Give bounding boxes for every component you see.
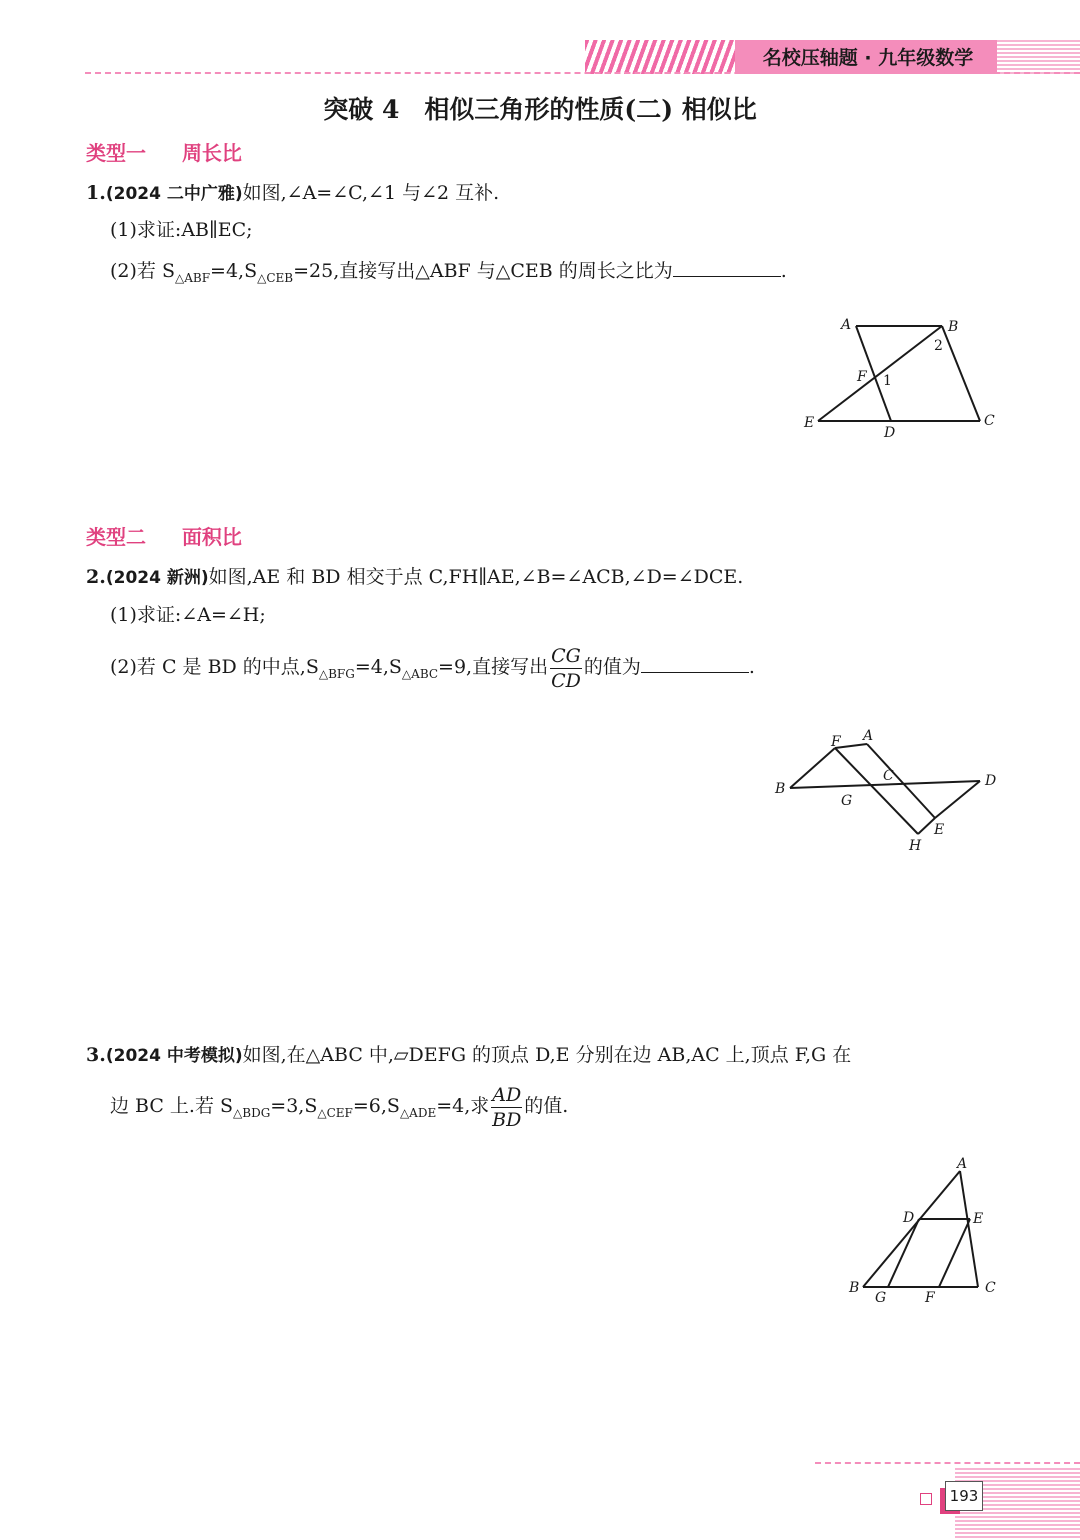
section-type-label: 类型一 <box>86 141 146 165</box>
page-title: 突破 4 相似三角形的性质(二) 相似比 <box>323 95 757 124</box>
q3-sub-1: △BDG <box>233 1105 271 1120</box>
q2-frac-numerator: CG <box>551 644 581 667</box>
q1-p2-text-b: =4,S <box>210 260 258 282</box>
section-type-label: 类型二 <box>86 525 146 549</box>
header-rule <box>85 72 1080 74</box>
q1-source: (2024 二中广雅) <box>105 184 243 204</box>
q1-number: 1. <box>86 182 106 204</box>
label-a: A <box>957 1156 968 1172</box>
segment-bf <box>790 748 835 788</box>
angle-label-2: 2 <box>934 338 943 354</box>
label-f: F <box>925 1290 935 1306</box>
label-a: A <box>863 728 874 744</box>
q3-text-c: =6,S <box>352 1095 400 1117</box>
label-b: B <box>849 1280 860 1296</box>
segment-ae <box>867 744 935 818</box>
label-b: B <box>775 781 786 797</box>
section-topic-label: 周长比 <box>181 141 242 165</box>
q3-line-2 <box>110 1079 568 1140</box>
label-g: G <box>875 1290 887 1306</box>
q2-stem <box>86 563 743 592</box>
q2-p2-text-c: =9,直接写出 <box>438 656 549 678</box>
q2-stem-text: 如图,AE 和 BD 相交于点 C,FH∥AE,∠B=∠ACB,∠D=∠DCE. <box>208 566 744 588</box>
q1-p2-text-c: =25,直接写出△ABF 与△CEB 的周长之比为 <box>293 260 673 282</box>
q1-answer-blank[interactable] <box>673 256 781 277</box>
label-a-prime: F <box>831 734 841 750</box>
q3-sub-3: △ADE <box>399 1105 437 1120</box>
label-c: C <box>985 1280 996 1296</box>
q2-p2-text-d: 的值为 <box>583 656 641 678</box>
section-topic-label: 面积比 <box>181 525 242 549</box>
q3-source: (2024 中考模拟) <box>105 1046 243 1066</box>
q3-number: 3. <box>86 1044 106 1066</box>
q1-p2-sub-2: △CEB <box>257 270 294 285</box>
q2-p2-text-a: (2)若 C 是 BD 的中点,S <box>110 656 319 678</box>
q1-p2-sub-1: △ABF <box>174 270 211 285</box>
q3-text-a: 边 BC 上.若 S <box>110 1095 234 1117</box>
q2-fraction <box>550 644 582 693</box>
label-g: G <box>841 793 853 809</box>
q2-answer-blank[interactable] <box>641 652 749 673</box>
q1-stem <box>86 179 499 208</box>
q3-frac-numerator: AD <box>492 1083 522 1106</box>
q1-part-2 <box>110 256 787 292</box>
label-b: B <box>948 319 959 335</box>
label-h: H <box>909 838 922 854</box>
label-e: E <box>804 415 815 431</box>
segment-eh <box>918 818 935 834</box>
segment-bc <box>942 326 980 421</box>
q3-fraction <box>491 1083 522 1132</box>
section-heading-2 <box>86 523 242 551</box>
footer-square-icon <box>920 1493 932 1505</box>
label-e: E <box>934 822 945 838</box>
q3-sub-2: △CEF <box>317 1105 353 1120</box>
label-d: D <box>884 425 896 441</box>
label-f: F <box>857 369 867 385</box>
q2-source: (2024 新洲) <box>105 568 209 588</box>
angle-label-1: 1 <box>883 373 892 389</box>
figure-3 <box>840 1150 1010 1310</box>
header-stripes <box>585 40 735 74</box>
label-e: E <box>973 1211 984 1227</box>
label-c: C <box>984 413 995 429</box>
q1-part-1: (1)求证:AB∥EC; <box>110 219 253 241</box>
series-title: 名校压轴题 · 九年级数学 <box>762 47 974 69</box>
q1-p2-text-a: (2)若 S <box>110 260 175 282</box>
q2-p2-end: . <box>748 656 755 678</box>
q3-text-b: =3,S <box>270 1095 318 1117</box>
q2-frac-denominator: CD <box>551 669 581 692</box>
q3-frac-denominator: BD <box>492 1108 522 1131</box>
label-a: A <box>841 317 852 333</box>
page-number: 193 <box>945 1481 983 1511</box>
q3-stem-text: 如图,在△ABC 中,▱DEFG 的顶点 D,E 分别在边 AB,AC 上,顶点 F,G 在 <box>242 1044 852 1066</box>
segment-eb <box>818 326 942 421</box>
q3-stem <box>86 1041 851 1070</box>
q1-stem-text: 如图,∠A=∠C,∠1 与∠2 互补. <box>242 182 500 204</box>
label-d: D <box>903 1210 915 1226</box>
segment-de <box>935 781 980 818</box>
segment-ab <box>863 1171 960 1287</box>
section-heading-1 <box>86 139 242 167</box>
figure-1 <box>790 310 1010 450</box>
q2-p2-text-b: =4,S <box>354 656 402 678</box>
footer-rule <box>815 1462 1080 1464</box>
segment-ac <box>960 1171 978 1287</box>
q3-text-e: 的值. <box>524 1095 569 1117</box>
q2-number: 2. <box>86 566 106 588</box>
q2-p2-sub-1: △BFG <box>318 666 355 681</box>
q3-text-d: =4,求 <box>436 1095 490 1117</box>
figure-2 <box>765 728 1015 858</box>
q2-p2-sub-2: △ABC <box>401 666 439 681</box>
label-c: C <box>883 768 894 784</box>
label-d: D <box>985 773 997 789</box>
q2-part-2 <box>110 640 755 701</box>
q2-part-1: (1)求证:∠A=∠H; <box>110 604 266 626</box>
segment-fh <box>835 748 918 834</box>
header-fade <box>997 40 1080 74</box>
segment-ef <box>939 1219 970 1287</box>
q1-p2-end: . <box>780 260 787 282</box>
